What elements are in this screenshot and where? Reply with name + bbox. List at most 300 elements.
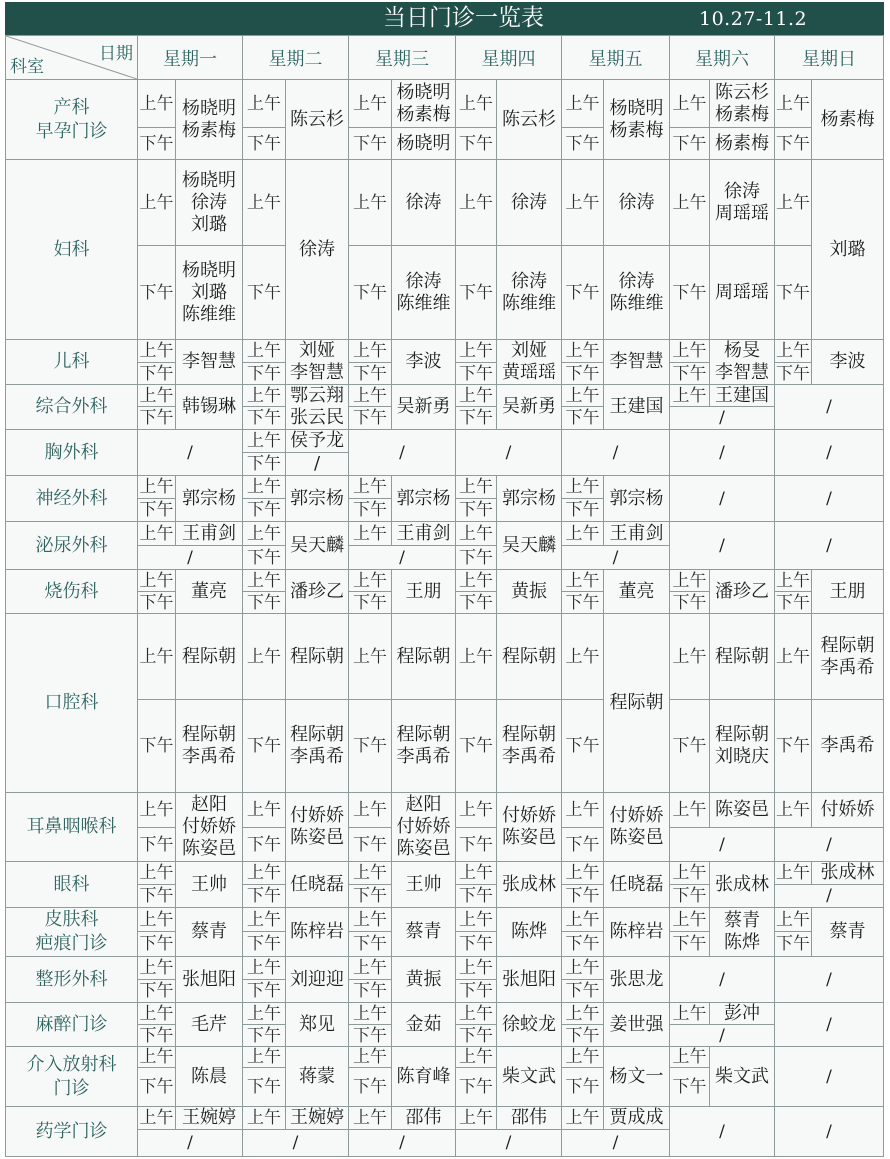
schedule-table: [5, 35, 884, 1157]
closed-cell-sunday: [775, 476, 884, 522]
doctor-name: /: [313, 453, 321, 474]
doctor-name: 徐涛: [511, 191, 547, 213]
pm-label-tuesday: [243, 700, 286, 793]
am-label-text: 上午: [776, 800, 810, 820]
pm-label-thursday: [456, 246, 497, 340]
am-label-monday: [138, 522, 176, 546]
pm-label-tuesday: [243, 1025, 286, 1047]
doctor-cell-saturday: [710, 570, 775, 614]
doctor-name: 程际朝: [290, 645, 344, 667]
closed-cell-saturday: [670, 522, 775, 570]
doctor-name: 王帅: [191, 873, 227, 895]
doctor-cell-tuesday: [286, 1047, 349, 1107]
pm-label-friday: [562, 885, 604, 908]
closed-cell-sunday: [775, 430, 884, 476]
pm-label-saturday: [670, 363, 710, 385]
closed-cell-pm-friday: [562, 546, 670, 570]
doctor-name: 李禹希: [396, 746, 451, 767]
closed-mark: /: [826, 969, 832, 990]
department-name: 妇科: [53, 238, 90, 260]
am-label-text: 上午: [672, 1047, 707, 1067]
doctor-name: 董亮: [618, 580, 655, 602]
doctor-name: 程际朝: [396, 724, 451, 745]
pm-label-friday: [562, 828, 604, 862]
doctor-name: 李智慧: [290, 362, 344, 383]
closed-mark: /: [826, 1121, 832, 1142]
am-label-text: 上午: [139, 192, 174, 213]
doctor-name: 程际朝: [502, 645, 556, 667]
am-label-thursday: [456, 80, 497, 128]
doctor-name: 李波: [405, 351, 442, 372]
doctor-cell-am-friday: [604, 522, 670, 546]
doctor-name: 刘璐: [829, 238, 866, 260]
am-label-text: 上午: [247, 909, 281, 930]
am-label-text: 上午: [565, 385, 600, 406]
am-label-friday: [562, 793, 604, 828]
doctor-name: 吴天麟: [290, 534, 344, 556]
day-header-friday: [562, 36, 670, 80]
day-header-label: 星期二: [268, 48, 323, 70]
am-label-text: 上午: [139, 909, 174, 930]
pm-label-thursday: [456, 932, 497, 957]
pm-label-monday: [138, 885, 176, 908]
doctor-name: 刘璐: [191, 213, 227, 235]
pm-label-monday: [138, 246, 176, 340]
doctor-name: 周瑶瑶: [715, 202, 769, 224]
doctor-cell-monday: [176, 385, 243, 430]
pm-label-text: 下午: [247, 133, 281, 154]
doctor-name: 李禹希: [820, 735, 875, 756]
am-label-friday: [562, 160, 604, 246]
doctor-name: 郭宗杨: [290, 487, 344, 509]
doctor-name: 徐涛: [724, 180, 760, 202]
am-label-friday: [562, 908, 604, 932]
pm-label-wednesday: [349, 885, 392, 908]
doctor-cell-sunday: [812, 160, 884, 340]
am-label-wednesday: [349, 476, 392, 499]
doctor-cell-am-monday: [176, 614, 243, 700]
doctor-cell-am-saturday: [710, 160, 775, 246]
am-label-tuesday: [243, 160, 286, 246]
doctor-name: 蔡青: [829, 921, 866, 942]
closed-mark: /: [612, 547, 619, 568]
doctor-name: 吴新勇: [502, 396, 556, 417]
closed-mark: /: [719, 408, 725, 428]
doctor-cell-friday: [604, 340, 670, 385]
am-label-text: 上午: [139, 385, 174, 406]
page-title: 当日门诊一览表: [383, 5, 544, 31]
doctor-cell-tuesday: [286, 385, 349, 430]
pm-label-wednesday: [349, 828, 392, 862]
doctor-cell-thursday: [497, 522, 562, 570]
am-label-monday: [138, 340, 176, 363]
doctor-name: 王婉婷: [182, 1107, 236, 1128]
pm-label-monday: [138, 1025, 176, 1047]
doctor-name: 陈晨: [191, 1065, 227, 1087]
closed-mark: /: [187, 547, 193, 568]
pm-label-text: 下午: [353, 934, 387, 954]
doctor-cell-tuesday: [286, 340, 349, 385]
doctor-name: 杨素梅: [820, 108, 875, 130]
am-label-saturday: [670, 1003, 710, 1025]
doctor-cell-pm-saturday: [710, 246, 775, 340]
doctor-cell-monday: [176, 1003, 243, 1047]
pm-label-text: 下午: [459, 934, 493, 954]
pm-label-monday: [138, 407, 176, 430]
closed-mark: /: [505, 442, 512, 463]
doctor-cell-friday: [604, 476, 670, 522]
closed-mark: /: [826, 886, 832, 906]
closed-mark: /: [399, 547, 405, 568]
am-label-thursday: [456, 476, 497, 499]
am-label-wednesday: [349, 80, 392, 128]
am-label-tuesday: [243, 430, 286, 453]
closed-cell-pm-wednesday: [349, 546, 456, 570]
pm-label-monday: [138, 363, 176, 385]
am-label-thursday: [456, 1107, 497, 1130]
doctor-cell-saturday: [710, 1047, 775, 1107]
closed-cell-saturday: [670, 957, 775, 1003]
title-bar: [5, 2, 884, 35]
am-label-text: 上午: [459, 863, 493, 883]
doctor-name: 程际朝: [502, 724, 556, 745]
pm-label-text: 下午: [459, 1077, 493, 1097]
am-label-saturday: [670, 570, 710, 592]
closed-cell-sunday: [775, 1047, 884, 1107]
doctor-cell-am-friday: [604, 1107, 670, 1130]
doctor-name: 董亮: [191, 580, 227, 602]
closed-cell-thursday: [456, 430, 562, 476]
closed-cell-pm-monday: [138, 1130, 243, 1157]
doctor-cell-wednesday: [392, 1003, 456, 1047]
am-label-text: 上午: [247, 431, 281, 451]
doctor-cell-pm-saturday: [710, 700, 775, 793]
pm-label-text: 下午: [139, 886, 174, 906]
doctor-name: 贾成成: [609, 1107, 664, 1128]
am-label-text: 上午: [247, 958, 281, 978]
pm-label-monday: [138, 499, 176, 522]
am-label-thursday: [456, 1003, 497, 1025]
pm-label-text: 下午: [353, 981, 387, 1001]
am-label-wednesday: [349, 957, 392, 980]
am-label-text: 上午: [139, 570, 174, 591]
pm-label-text: 下午: [565, 1077, 600, 1097]
doctor-cell-pm-monday: [176, 246, 243, 340]
pm-label-tuesday: [243, 592, 286, 614]
doctor-name: 刘娅: [299, 340, 335, 361]
pm-label-text: 下午: [353, 363, 387, 384]
closed-cell-pm-saturday: [670, 407, 775, 430]
department-cell: [6, 160, 138, 340]
pm-label-text: 下午: [353, 1025, 387, 1046]
pm-label-thursday: [456, 128, 497, 160]
day-header-tuesday: [243, 36, 349, 80]
am-label-wednesday: [349, 1047, 392, 1068]
department-cell: [6, 957, 138, 1003]
pm-label-thursday: [456, 700, 497, 793]
pm-label-tuesday: [243, 246, 286, 340]
pm-label-text: 下午: [139, 736, 174, 756]
doctor-name: 赵阳: [405, 794, 442, 815]
doctor-name: 张旭阳: [502, 968, 556, 990]
pm-label-text: 下午: [139, 133, 174, 154]
am-label-thursday: [456, 957, 497, 980]
doctor-name: 任晓磊: [609, 873, 664, 895]
doctor-cell-pm-monday: [176, 700, 243, 793]
am-label-text: 上午: [353, 523, 387, 544]
pm-label-text: 下午: [139, 981, 174, 1001]
pm-label-text: 下午: [776, 133, 810, 154]
doctor-name: 程际朝: [715, 645, 769, 667]
doctor-cell-monday: [176, 476, 243, 522]
am-label-saturday: [670, 340, 710, 363]
pm-label-text: 下午: [565, 1025, 600, 1046]
pm-label-monday: [138, 980, 176, 1003]
department-name: 药学门诊: [35, 1120, 108, 1142]
pm-label-tuesday: [243, 546, 286, 570]
am-label-saturday: [670, 793, 710, 828]
day-header-sunday: [775, 36, 884, 80]
am-label-monday: [138, 614, 176, 700]
am-label-saturday: [670, 160, 710, 246]
doctor-name: 李禹希: [182, 746, 236, 767]
am-label-text: 上午: [459, 341, 493, 361]
doctor-name: 黄瑶瑶: [502, 362, 556, 383]
doctor-cell-thursday: [497, 793, 562, 862]
doctor-name: 陈姿邑: [502, 827, 556, 848]
pm-label-text: 下午: [672, 133, 707, 154]
department-name: 介入放射科: [26, 1053, 117, 1075]
doctor-name: 李禹希: [290, 746, 344, 767]
pm-label-text: 下午: [353, 1077, 387, 1097]
doctor-name: 王甫剑: [396, 522, 451, 544]
am-label-text: 上午: [139, 1108, 174, 1128]
pm-label-text: 下午: [776, 736, 810, 756]
doctor-name: 刘迎迎: [290, 968, 344, 990]
doctor-name: 李禹希: [502, 746, 556, 767]
am-label-friday: [562, 340, 604, 363]
doctor-name: 陈姿邑: [609, 827, 664, 848]
doctor-cell-wednesday: [392, 1047, 456, 1107]
pm-label-text: 下午: [565, 363, 600, 384]
pm-label-text: 下午: [139, 934, 174, 954]
doctor-name: 杨素梅: [182, 119, 236, 141]
closed-cell-saturday: [670, 476, 775, 522]
am-label-thursday: [456, 522, 497, 546]
am-label-text: 上午: [672, 909, 707, 930]
doctor-name: 程际朝: [290, 724, 344, 745]
doctor-cell-thursday: [497, 1003, 562, 1047]
am-label-text: 上午: [247, 1047, 281, 1067]
am-label-text: 上午: [459, 192, 493, 213]
closed-cell-wednesday: [349, 430, 456, 476]
doctor-cell-tuesday: [286, 1003, 349, 1047]
doctor-name: 张旭阳: [182, 968, 236, 990]
am-label-text: 上午: [353, 385, 387, 406]
am-label-text: 上午: [565, 646, 600, 667]
closed-cell-sunday: [775, 1107, 884, 1157]
closed-mark: /: [719, 488, 725, 509]
am-label-text: 上午: [565, 570, 600, 591]
doctor-cell-wednesday: [392, 340, 456, 385]
closed-cell-pm-monday: [138, 546, 243, 570]
doctor-cell-monday: [176, 862, 243, 908]
doctor-cell-thursday: [497, 957, 562, 1003]
doctor-name: 黄振: [511, 580, 547, 602]
am-label-text: 上午: [565, 341, 600, 361]
doctor-name: 程际朝: [715, 724, 769, 745]
am-label-thursday: [456, 862, 497, 885]
am-label-text: 上午: [565, 800, 600, 820]
closed-cell-pm-saturday: [670, 828, 775, 862]
am-label-text: 上午: [672, 570, 707, 591]
doctor-name: 张成林: [502, 873, 556, 895]
pm-label-tuesday: [243, 363, 286, 385]
am-label-text: 上午: [672, 800, 707, 820]
am-label-thursday: [456, 570, 497, 592]
doctor-cell-am-saturday: [710, 793, 775, 828]
pm-label-thursday: [456, 885, 497, 908]
am-label-text: 上午: [672, 385, 707, 406]
pm-label-tuesday: [243, 932, 286, 957]
doctor-cell-am-tuesday: [286, 1107, 349, 1130]
am-label-text: 上午: [776, 93, 810, 114]
am-label-text: 上午: [459, 385, 493, 406]
am-label-text: 上午: [353, 341, 387, 361]
date-range: 10.27-11.2: [699, 8, 808, 30]
am-label-text: 上午: [353, 192, 387, 213]
doctor-name: 柴文武: [715, 1065, 769, 1087]
day-header-label: 星期三: [375, 48, 429, 70]
am-label-text: 上午: [459, 1108, 493, 1128]
closed-cell-sunday: [775, 1003, 884, 1047]
doctor-name: 韩锡琳: [182, 396, 236, 417]
department-name: 麻醉门诊: [35, 1013, 108, 1035]
am-label-monday: [138, 80, 176, 128]
pm-label-friday: [562, 407, 604, 430]
doctor-cell-pm-wednesday: [392, 246, 456, 340]
am-label-friday: [562, 476, 604, 499]
doctor-cell-am-saturday: [710, 614, 775, 700]
pm-label-text: 下午: [247, 1025, 281, 1046]
am-label-text: 上午: [459, 646, 493, 667]
am-label-tuesday: [243, 1003, 286, 1025]
pm-label-text: 下午: [353, 282, 387, 303]
pm-label-friday: [562, 128, 604, 160]
pm-label-text: 下午: [565, 736, 600, 756]
pm-label-text: 下午: [139, 500, 174, 520]
doctor-cell-tuesday: [286, 522, 349, 570]
am-label-tuesday: [243, 1047, 286, 1068]
doctor-name: 李智慧: [609, 351, 664, 372]
doctor-name: 徐涛: [618, 270, 655, 292]
department-name: 烧伤科: [44, 580, 99, 602]
closed-cell-monday: [138, 430, 243, 476]
am-label-text: 上午: [776, 863, 810, 883]
am-label-saturday: [670, 385, 710, 407]
day-header-label: 星期六: [695, 48, 749, 70]
am-label-text: 上午: [139, 958, 174, 978]
pm-label-text: 下午: [459, 736, 493, 756]
doctor-name: 邵伟: [405, 1107, 442, 1128]
doctor-name: 程际朝: [182, 645, 236, 667]
doctor-name: 蔡青: [191, 921, 227, 942]
doctor-name: 徐涛: [405, 270, 442, 292]
pm-label-text: 下午: [139, 834, 174, 855]
pm-label-thursday: [456, 407, 497, 430]
am-label-text: 上午: [565, 1003, 600, 1024]
closed-mark: /: [399, 442, 405, 463]
am-label-monday: [138, 476, 176, 499]
am-label-text: 上午: [247, 1003, 281, 1024]
pm-label-text: 下午: [247, 736, 281, 756]
pm-label-friday: [562, 1068, 604, 1107]
doctor-name: 陈姿邑: [182, 838, 236, 859]
am-label-text: 上午: [247, 863, 281, 883]
doctor-cell-thursday: [497, 908, 562, 957]
doctor-cell-am-sunday: [812, 793, 884, 828]
am-label-sunday: [775, 908, 812, 932]
doctor-cell-friday: [604, 385, 670, 430]
doctor-name: 姜世强: [609, 1013, 664, 1035]
am-label-text: 上午: [565, 863, 600, 883]
am-label-text: 上午: [776, 646, 810, 667]
doctor-name: 陈育峰: [396, 1065, 451, 1087]
pm-label-sunday: [775, 932, 812, 957]
doctor-name: 杨晓明: [396, 81, 451, 103]
pm-label-text: 下午: [459, 363, 493, 384]
closed-cell-saturday: [670, 1107, 775, 1157]
doctor-name: 王甫剑: [182, 522, 236, 544]
pm-label-text: 下午: [565, 282, 600, 303]
pm-label-wednesday: [349, 128, 392, 160]
doctor-cell-tuesday: [286, 793, 349, 862]
am-label-text: 上午: [353, 1003, 387, 1024]
closed-mark: /: [826, 442, 832, 463]
am-label-text: 上午: [672, 863, 707, 883]
doctor-name: 张思龙: [609, 968, 664, 990]
corner-department-label: 科室: [10, 57, 44, 77]
pm-label-text: 下午: [672, 363, 707, 384]
closed-mark: /: [399, 1133, 405, 1153]
doctor-cell-am-friday: [604, 160, 670, 246]
am-label-text: 上午: [672, 341, 707, 361]
doctor-name: 陈维维: [396, 292, 451, 314]
am-label-monday: [138, 385, 176, 407]
doctor-cell-tuesday: [286, 908, 349, 957]
closed-mark: /: [719, 1121, 725, 1142]
closed-cell-pm-tuesday: [243, 1130, 349, 1157]
doctor-name: 陈姿邑: [290, 827, 344, 848]
am-label-text: 上午: [139, 523, 174, 544]
closed-cell-pm-sunday: [775, 828, 884, 862]
pm-label-wednesday: [349, 246, 392, 340]
doctor-name: 李禹希: [820, 656, 875, 678]
doctor-name: 张成林: [715, 873, 769, 895]
am-label-text: 上午: [672, 93, 707, 114]
closed-mark: /: [187, 1133, 193, 1153]
am-label-monday: [138, 862, 176, 885]
pm-label-text: 下午: [459, 547, 493, 568]
am-label-text: 上午: [139, 1003, 174, 1024]
department-cell: [6, 1003, 138, 1047]
pm-label-sunday: [775, 246, 812, 340]
pm-label-text: 下午: [459, 282, 493, 303]
department-cell: [6, 340, 138, 385]
pm-label-text: 下午: [459, 408, 493, 428]
doctor-name: 王建国: [609, 396, 664, 417]
closed-mark: /: [187, 442, 193, 463]
